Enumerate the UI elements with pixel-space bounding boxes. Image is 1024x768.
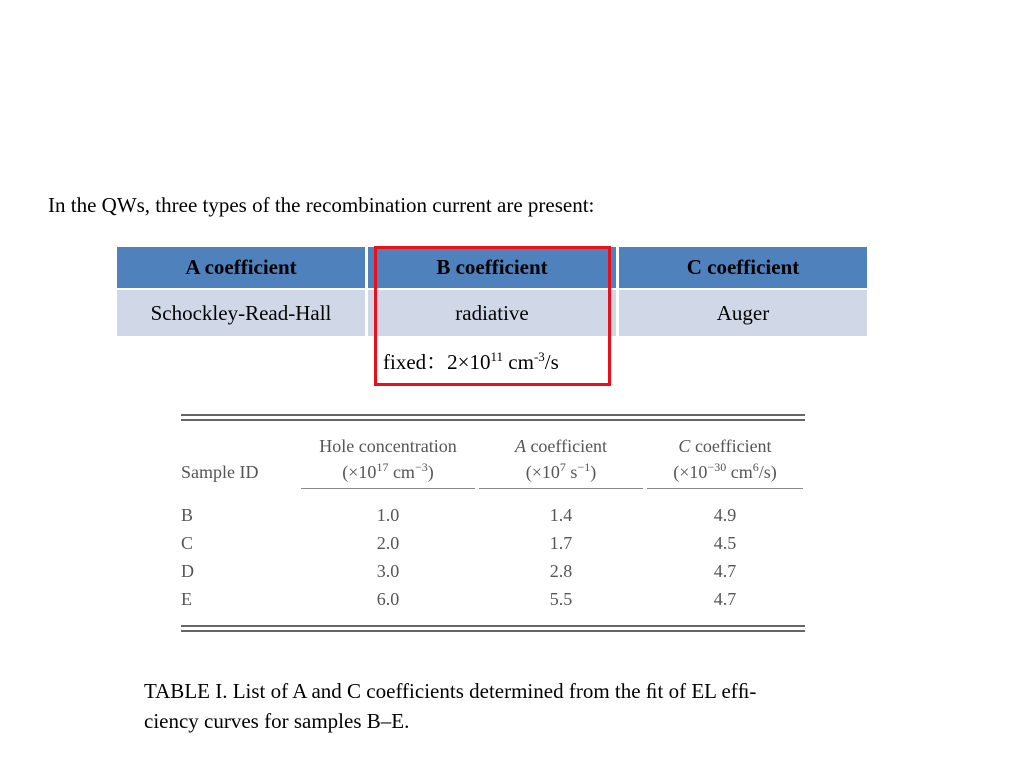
c-unit-post: /s) bbox=[758, 462, 777, 482]
fixed-note-exp1: 11 bbox=[490, 349, 504, 364]
a-unit-pre: (×10 bbox=[525, 462, 560, 482]
c-coefficient-header bbox=[645, 421, 805, 459]
sample-id-cell: E bbox=[181, 589, 192, 609]
hole-unit bbox=[299, 459, 477, 485]
bottom-double-rule bbox=[181, 625, 805, 632]
c-unit-exp: −30 bbox=[707, 460, 727, 474]
hole-header-rule bbox=[301, 488, 475, 489]
header-c-coefficient: C coefficient bbox=[618, 247, 868, 289]
value-auger: Auger bbox=[618, 289, 868, 336]
hole-cell: 1.0 bbox=[376, 505, 400, 525]
hole-concentration-header: Hole concentration bbox=[319, 436, 457, 456]
a-cell: 5.5 bbox=[549, 589, 573, 609]
sample-id-cell: C bbox=[181, 533, 194, 553]
fixed-note-exp2: -3 bbox=[533, 349, 545, 364]
a-header-italic: A bbox=[514, 436, 526, 456]
table-row bbox=[181, 529, 805, 557]
table-row bbox=[181, 557, 805, 585]
c-unit-mid: cm bbox=[726, 462, 753, 482]
c-header-rule bbox=[647, 488, 803, 489]
intro-text: In the QWs, three types of the recombination current are present: bbox=[48, 193, 595, 217]
a-header-rest: coefficient bbox=[525, 436, 608, 456]
a-coefficient-header bbox=[477, 421, 645, 459]
paper-table bbox=[181, 414, 805, 632]
hole-unit-pre: (×10 bbox=[342, 462, 377, 482]
table-row bbox=[181, 491, 805, 529]
a-unit bbox=[477, 459, 645, 485]
a-unit-mid: s bbox=[565, 462, 578, 482]
hole-unit-post: ) bbox=[427, 462, 434, 482]
b-coefficient-highlight-box bbox=[374, 246, 611, 386]
c-header-italic: C bbox=[678, 436, 691, 456]
sample-id-header: Sample ID bbox=[181, 462, 259, 482]
a-unit-exp: 7 bbox=[559, 460, 566, 474]
value-radiative: radiative bbox=[367, 289, 618, 336]
sample-id-cell: B bbox=[181, 505, 194, 525]
a-unit-post: ) bbox=[590, 462, 597, 482]
c-cell: 4.7 bbox=[713, 589, 737, 609]
hole-cell: 3.0 bbox=[376, 561, 400, 581]
caption-line-2: ciency curves for samples B–E. bbox=[144, 709, 410, 733]
c-cell: 4.9 bbox=[713, 505, 737, 525]
a-cell: 1.7 bbox=[549, 533, 573, 553]
a-cell: 2.8 bbox=[549, 561, 573, 581]
top-double-rule bbox=[181, 414, 805, 421]
sample-id-cell: D bbox=[181, 561, 194, 581]
a-unit-exp2: −1 bbox=[577, 460, 591, 474]
a-cell: 1.4 bbox=[549, 505, 573, 525]
paper-table-header-line1 bbox=[181, 421, 805, 459]
c-unit bbox=[645, 459, 805, 485]
fixed-note-mid: cm bbox=[503, 350, 534, 374]
hole-unit-exp: 17 bbox=[376, 460, 389, 474]
fixed-note-prefix: fixed：2×10 bbox=[383, 350, 491, 374]
fixed-note-suffix: /s bbox=[544, 350, 559, 374]
c-cell: 4.7 bbox=[713, 561, 737, 581]
value-srh: Schockley-Read-Hall bbox=[117, 289, 367, 336]
caption-line-1: TABLE I. List of A and C coefficients determined from the ﬁt of EL efﬁ- bbox=[144, 679, 757, 703]
a-header-rule bbox=[479, 488, 643, 489]
hole-cell: 6.0 bbox=[376, 589, 400, 609]
paper-table-header-line2 bbox=[181, 459, 805, 485]
c-unit-pre: (×10 bbox=[673, 462, 708, 482]
c-header-rest: coefficient bbox=[690, 436, 772, 456]
header-b-coefficient: B coefficient bbox=[367, 247, 618, 289]
c-unit-exp2: 6 bbox=[752, 460, 759, 474]
hole-cell: 2.0 bbox=[376, 533, 400, 553]
hole-unit-mid: cm bbox=[388, 462, 415, 482]
c-cell: 4.5 bbox=[713, 533, 737, 553]
hole-unit-exp2: −3 bbox=[414, 460, 428, 474]
table-row bbox=[181, 585, 805, 625]
table-caption bbox=[144, 676, 904, 736]
header-a-coefficient: A coefficient bbox=[117, 247, 367, 289]
